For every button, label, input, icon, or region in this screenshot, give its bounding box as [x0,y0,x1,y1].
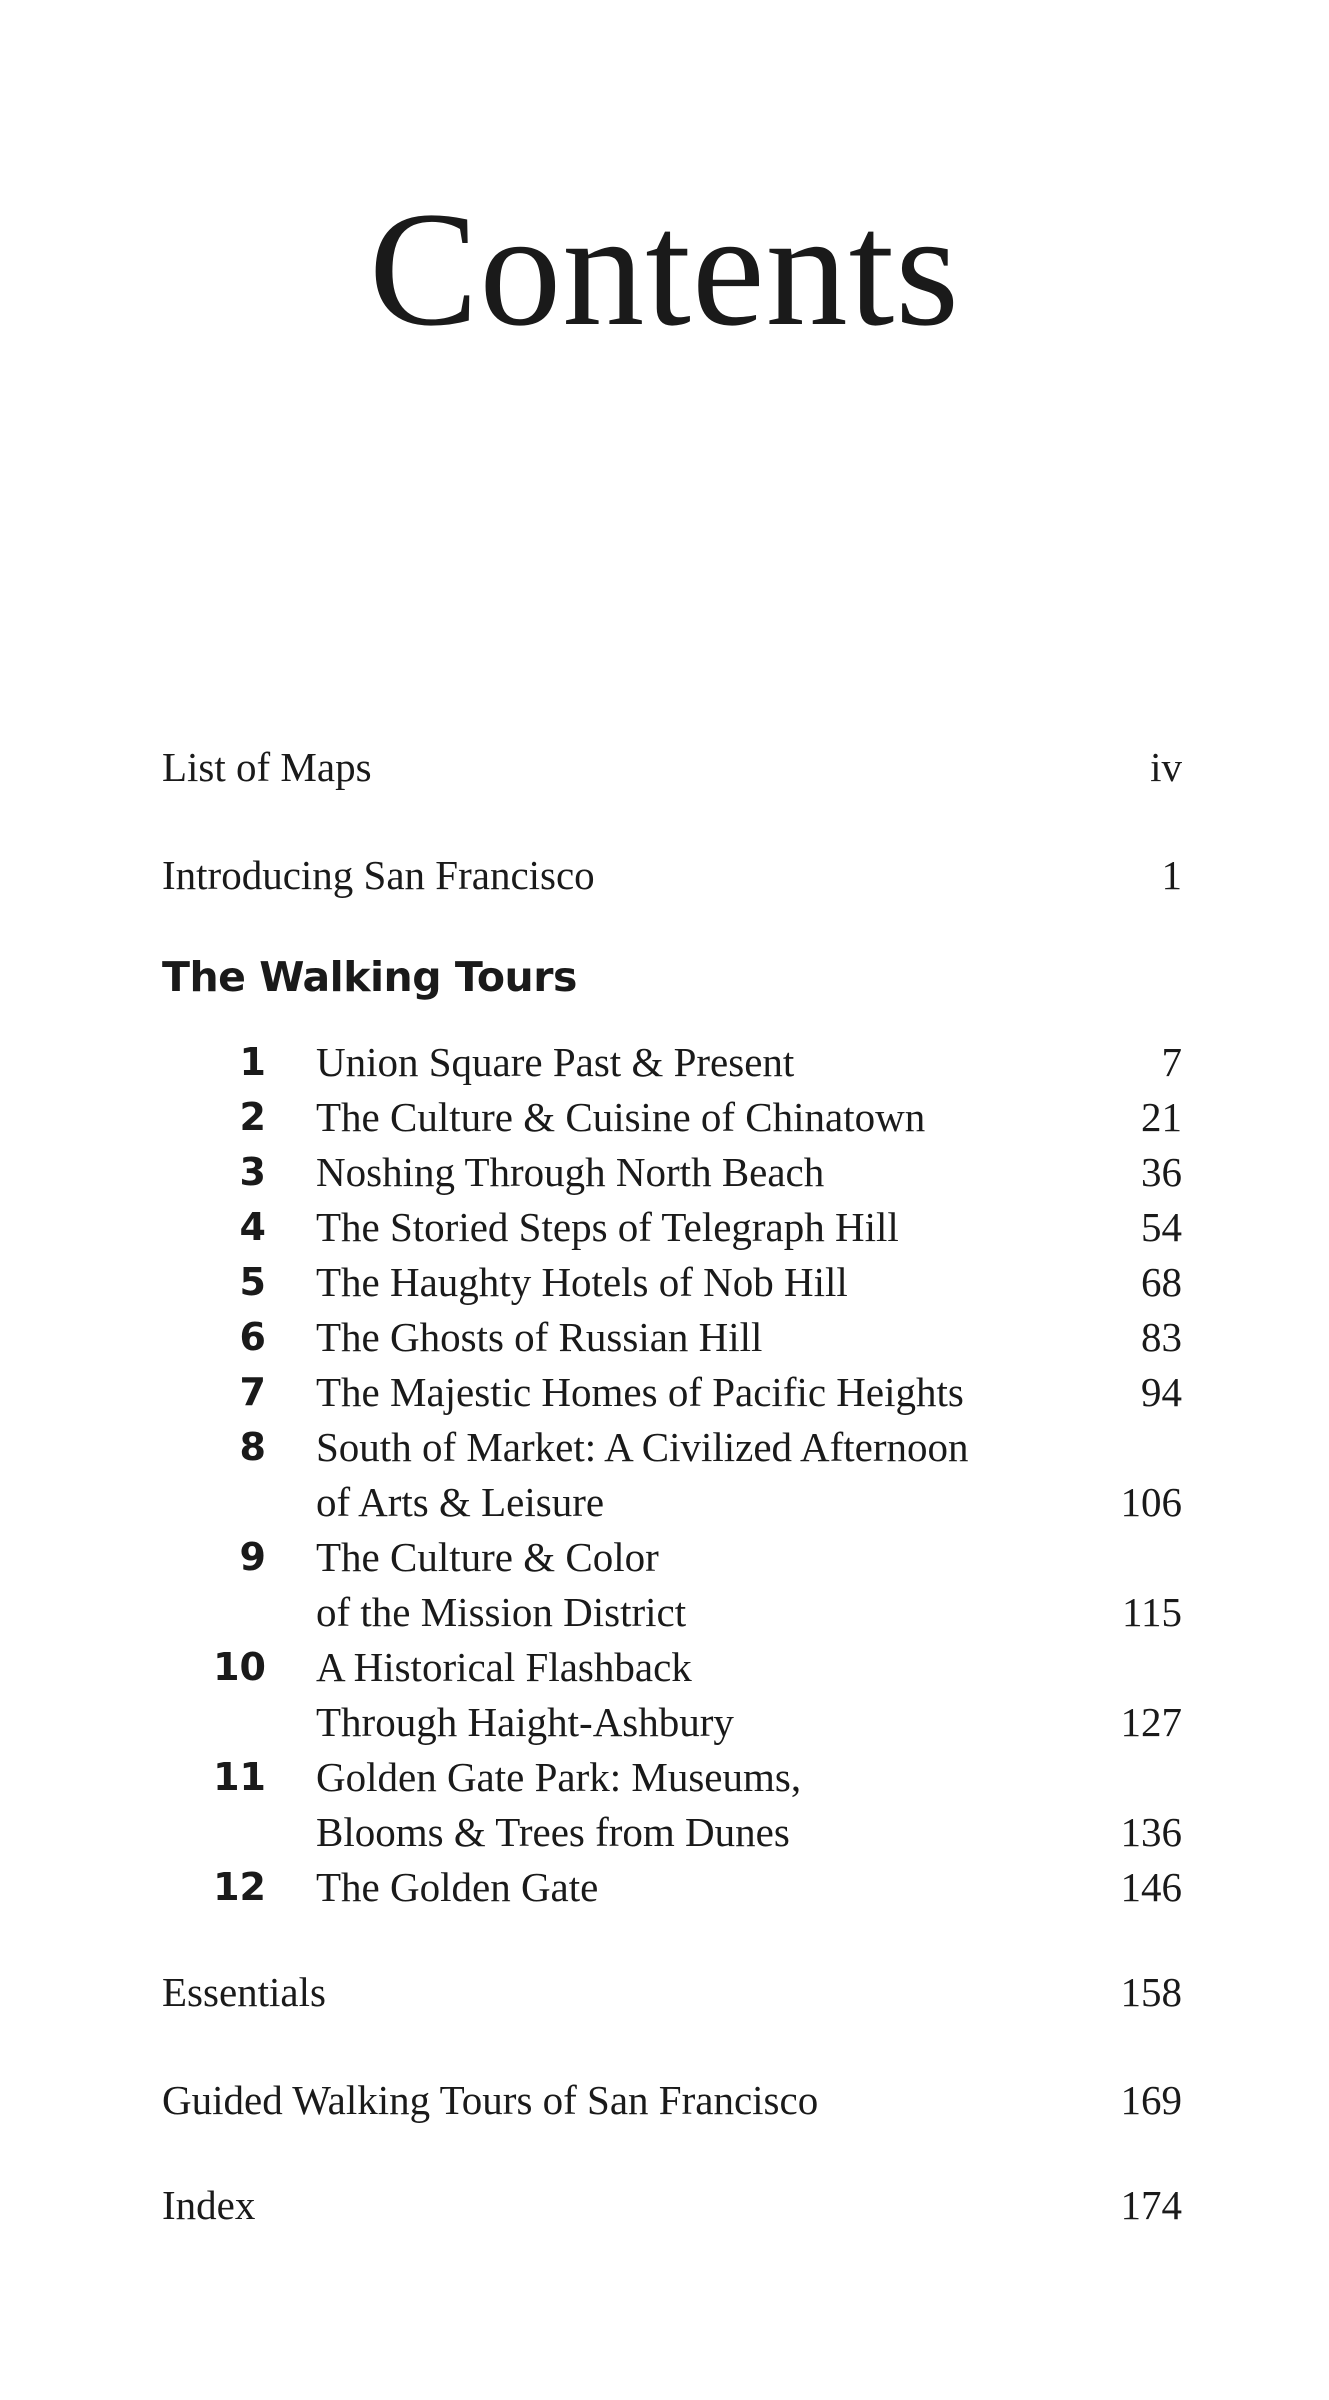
toc-entry-index[interactable] [162,2178,1182,2233]
tour-page: 54 [1141,1204,1182,1250]
tour-entry-11[interactable] [162,1750,1182,1860]
tour-title-line: Noshing Through North Beach [316,1149,825,1195]
tour-page: 127 [1120,1699,1182,1745]
tour-number: 5 [239,1260,266,1304]
tour-entry-12[interactable] [162,1860,1182,1915]
tour-entry-5[interactable] [162,1255,1182,1310]
toc-entry-page: 169 [1120,2077,1182,2123]
tour-title-line: A Historical Flashback [316,1644,692,1690]
tour-title-line: The Storied Steps of Telegraph Hill [316,1204,899,1250]
tour-page: 106 [1120,1479,1182,1525]
tour-page: 7 [1161,1039,1182,1085]
tour-entry-8[interactable] [162,1420,1182,1530]
tour-title-line: South of Market: A Civilized Afternoon [316,1424,969,1470]
tour-title-line: of the Mission District [316,1589,687,1635]
tour-title-line: The Majestic Homes of Pacific Heights [316,1369,964,1415]
tour-page: 21 [1141,1094,1182,1140]
tour-title-line: The Haughty Hotels of Nob Hill [316,1259,848,1305]
tour-title [316,1530,1076,1640]
tour-title [316,1255,1076,1310]
toc-entry-label: Essentials [162,1969,326,2015]
toc-entry-label: List of Maps [162,744,372,790]
toc-entry-list-of-maps[interactable] [162,740,1182,795]
tour-title [316,1420,1076,1530]
toc-entry-guided-walking-tours[interactable] [162,2073,1182,2128]
tour-page: 115 [1122,1589,1182,1635]
tour-number: 10 [213,1645,266,1689]
tour-page: 136 [1120,1809,1182,1855]
tour-title-line: The Ghosts of Russian Hill [316,1314,763,1360]
tour-entry-7[interactable] [162,1365,1182,1420]
tour-entry-2[interactable] [162,1090,1182,1145]
tour-entry-6[interactable] [162,1310,1182,1365]
tour-entry-4[interactable] [162,1200,1182,1255]
toc-entry-label: Index [162,2182,256,2228]
tour-title-line: Golden Gate Park: Museums, [316,1754,802,1800]
tour-title-line: Union Square Past & Present [316,1039,795,1085]
toc-entry-page: 174 [1120,2182,1182,2228]
tour-entry-3[interactable] [162,1145,1182,1200]
tour-title-line: Blooms & Trees from Dunes [316,1809,790,1855]
toc-entry-page: iv [1150,744,1182,790]
tour-title-line: Through Haight-Ashbury [316,1699,734,1745]
tour-title-line: The Culture & Color [316,1534,659,1580]
tour-entry-10[interactable] [162,1640,1182,1750]
tour-page: 68 [1141,1259,1182,1305]
toc-entry-page: 1 [1161,852,1182,898]
tour-title [316,1200,1076,1255]
tour-page: 36 [1141,1149,1182,1195]
toc-entry-label: Introducing San Francisco [162,852,595,898]
tour-number: 11 [213,1755,266,1799]
tour-title [316,1090,1076,1145]
tour-page: 146 [1120,1864,1182,1910]
tour-title [316,1860,1076,1915]
tour-title [316,1310,1076,1365]
tour-number: 6 [239,1315,266,1359]
tour-title [316,1365,1076,1420]
page-title: Contents [368,179,961,360]
toc-entry-introducing-san-francisco[interactable] [162,848,1182,903]
tour-number: 8 [239,1425,266,1469]
tour-number: 2 [239,1095,266,1139]
tour-title-line: of Arts & Leisure [316,1479,605,1525]
tour-title [316,1145,1076,1200]
tour-number: 12 [213,1865,266,1909]
tour-page: 83 [1141,1314,1182,1360]
tour-number: 4 [239,1205,266,1249]
tour-title [316,1640,1076,1750]
tour-number: 9 [239,1535,266,1579]
tour-title [316,1750,1076,1860]
tour-entry-1[interactable] [162,1035,1182,1090]
tour-number: 7 [239,1370,266,1414]
tour-title [316,1035,1076,1090]
tour-title-line: The Golden Gate [316,1864,599,1910]
tour-page: 94 [1141,1369,1182,1415]
tour-number: 1 [239,1040,266,1084]
tour-entry-9[interactable] [162,1530,1182,1640]
tour-number: 3 [239,1150,266,1194]
toc-entry-page: 158 [1120,1969,1182,2015]
section-heading-walking-tours: The Walking Tours [162,953,577,1001]
toc-entry-label: Guided Walking Tours of San Francisco [162,2077,819,2123]
toc-entry-essentials[interactable] [162,1965,1182,2020]
tour-title-line: The Culture & Cuisine of Chinatown [316,1094,926,1140]
